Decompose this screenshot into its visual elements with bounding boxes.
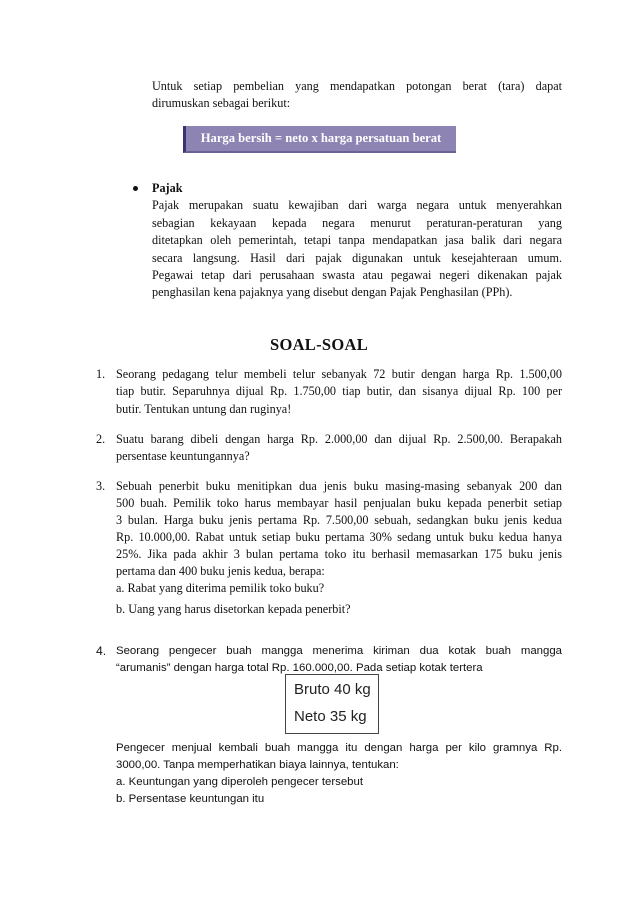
question-4 xyxy=(116,643,562,677)
question-line: “arumanis” dengan harga total Rp. 160.000,00. Pada setiap kotak tertera xyxy=(116,662,483,674)
question-line: tiap butir. Separuhnya dijual Rp. 1.750,00 tiap butir, dan sisanya dijual Rp. 100 per xyxy=(116,384,562,399)
question-line: 25%. Jika pada akhir 3 bulan pertama toko itu berhasil memasarkan 175 buku jenis xyxy=(116,547,562,561)
pajak-line: ditetapkan oleh pemerintah, tetapi tanpa mendapatkan jasa balik dari negara xyxy=(152,233,562,248)
bruto-label: Bruto 40 kg xyxy=(294,681,371,698)
question-subitem: b. Uang yang harus disetorkan kepada penerbit? xyxy=(116,602,351,616)
pajak-section xyxy=(152,180,562,302)
question-line: Rp. 10.000,00. Rabat untuk setiap buku pertama 30% sedang untuk buku kedua hanya xyxy=(116,530,562,544)
question-line: Seorang pengecer buah mangga menerima kiriman dua kotak buah mangga xyxy=(116,645,562,657)
question-line: 3000,00. Tanpa memperhatikan biaya lainnya, tentukan: xyxy=(116,759,399,771)
intro-paragraph xyxy=(152,78,562,113)
weight-label-box xyxy=(285,674,379,734)
pajak-line: penghasilan kena pajaknya yang disebut dengan Pajak Penghasilan (PPh). xyxy=(152,285,513,300)
question-subitem: a. Rabat yang diterima pemilik toko buku? xyxy=(116,581,325,595)
question-line: butir. Tentukan untung dan ruginya! xyxy=(116,401,292,416)
question-line: Pengecer menjual kembali buah mangga itu dengan harga per kilo gramnya Rp. xyxy=(116,742,562,754)
pajak-line: Pegawai tetap dari perusahaan swasta atau pegawai negeri dikenakan pajak xyxy=(152,268,562,283)
question-number: 1. xyxy=(96,367,106,381)
question-line: persentase keuntungannya? xyxy=(116,449,250,464)
neto-label: Neto 35 kg xyxy=(294,708,367,725)
pajak-title: Pajak xyxy=(152,181,183,195)
question-subitem: a. Keuntungan yang diperoleh pengecer tersebut xyxy=(116,776,363,788)
intro-line-2: dirumuskan sebagai berikut: xyxy=(152,96,291,111)
question-number: 4. xyxy=(96,644,107,658)
intro-line-1: Untuk setiap pembelian yang mendapatkan potongan berat (tara) dapat xyxy=(152,79,562,93)
question-line: 3 bulan. Harga buku jenis pertama Rp. 7.500,00 sebuah, sedangkan buku jenis kedua xyxy=(116,513,562,527)
question-line: Seorang pedagang telur membeli telur sebanyak 72 butir dengan harga Rp. 1.500,00 xyxy=(116,367,562,381)
question-3 xyxy=(116,478,562,618)
question-subitem: b. Persentase keuntungan itu xyxy=(116,793,265,805)
bullet-icon xyxy=(133,186,138,191)
question-number: 2. xyxy=(96,432,106,446)
pajak-line: secara langsung. Hasil dari pajak digunakan untuk kesejahteraan umum. xyxy=(152,250,562,265)
question-4-followup xyxy=(116,740,562,808)
question-2 xyxy=(116,431,562,466)
question-number: 3. xyxy=(96,479,106,493)
pajak-line: sebagian kekayaan kepada negara menurut peraturan-peraturan yang xyxy=(152,215,562,230)
question-line: Sebuah penerbit buku menitipkan dua jenis buku masing-masing sebanyak 200 dan xyxy=(116,479,562,493)
question-line: 500 buah. Pemilik toko harus membayar hasil penjualan buku kepada penerbit setiap xyxy=(116,496,562,510)
pajak-line: Pajak merupakan suatu kewajiban dari warga negara untuk menyerahkan xyxy=(152,198,562,213)
question-line: Suatu barang dibeli dengan harga Rp. 2.000,00 dan dijual Rp. 2.500,00. Berapakah xyxy=(116,432,562,446)
formula-box: Harga bersih = neto x harga persatuan berat xyxy=(183,126,456,153)
question-1 xyxy=(116,366,562,418)
question-line: pertama dan 400 buku jenis kedua, berapa: xyxy=(116,564,325,578)
section-heading: SOAL-SOAL xyxy=(269,335,369,354)
